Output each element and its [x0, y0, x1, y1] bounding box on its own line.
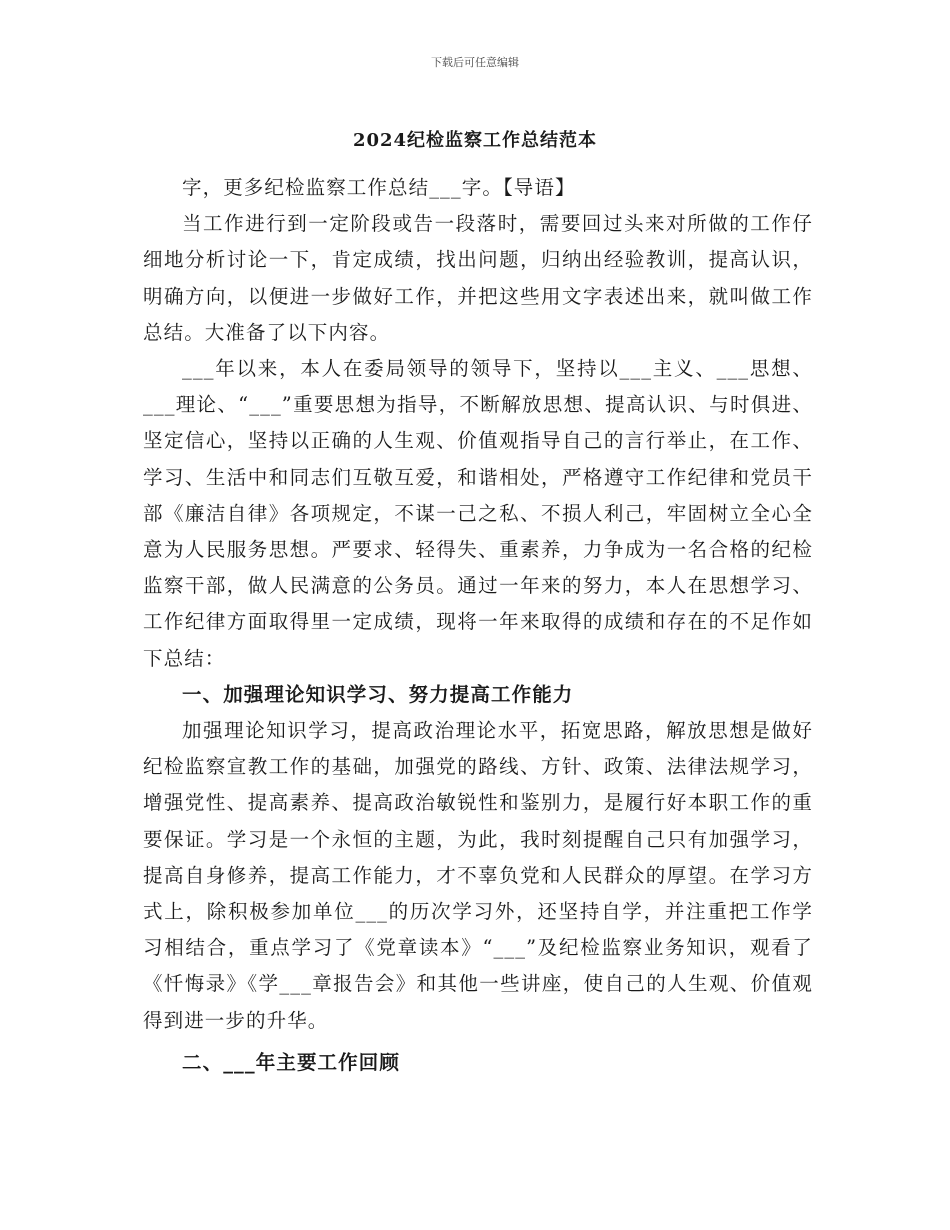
summary-paragraph: ___年以来，本人在委局领导的领导下，坚持以___主义、___思想、___理论、“___”重要思想为指导，不断解放思想、提高认识、与时俱进、坚定信心，坚持以正确的人生观、价值观指导自己的言行举止，在工作、学习、生活中和同志们互敬互爱，和谐相处，严格遵守工作纪律和党员干部《廉洁自律》各项规定，不谋一己之私、不损人利己，牢固树立全心全意为人民服务思想。严要求、轻得失、重素养，力争成为一名合格的纪检监察干部，做人民满意的公务员。通过一年来的努力，本人在思想学习、工作纪律方面取得里一定成绩，现将一年来取得的成绩和存在的不足作如下总结：: [143, 357, 813, 670]
study-paragraph: 加强理论知识学习，提高政治理论水平，拓宽思路，解放思想是做好纪检监察宣教工作的基础，加强党的路线、方针、政策、法律法规学习，增强党性、提高素养、提高政治敏锐性和鉴别力，是履行好本职工作的重要保证。学习是一个永恒的主题，为此，我时刻提醒自己只有加强学习，提高自身修养，提高工作能力，才不辜负党和人民群众的厚望。在学习方式上，除积极参加单位___的历次学习外，还坚持自学，并注重把工作学习相结合，重点学习了《党章读本》“___”及纪检监察业务知识，观看了《忏悔录》《学___章报告会》和其他一些讲座，使自己的人生观、价值观得到进一步的升华。: [143, 719, 813, 1032]
guide-paragraph: 当工作进行到一定阶段或告一段落时，需要回过头来对所做的工作仔细地分析讨论一下，肯定成绩，找出问题，归纳出经验教训，提高认识，明确方向，以便进一步做好工作，并把这些用文字表述出来，就叫做工作总结。大准备了以下内容。: [143, 212, 813, 344]
section-heading-2: 二、___年主要工作回顾: [182, 1050, 400, 1074]
section-heading-1: 一、加强理论知识学习、努力提高工作能力: [182, 682, 574, 706]
document-body: [143, 170, 813, 1081]
document-title: 2024纪检监察工作总结范本: [352, 130, 598, 151]
page-header-note: 下载后可任意编辑: [431, 56, 519, 69]
intro-paragraph: 字，更多纪检监察工作总结___字。【导语】: [182, 176, 576, 199]
